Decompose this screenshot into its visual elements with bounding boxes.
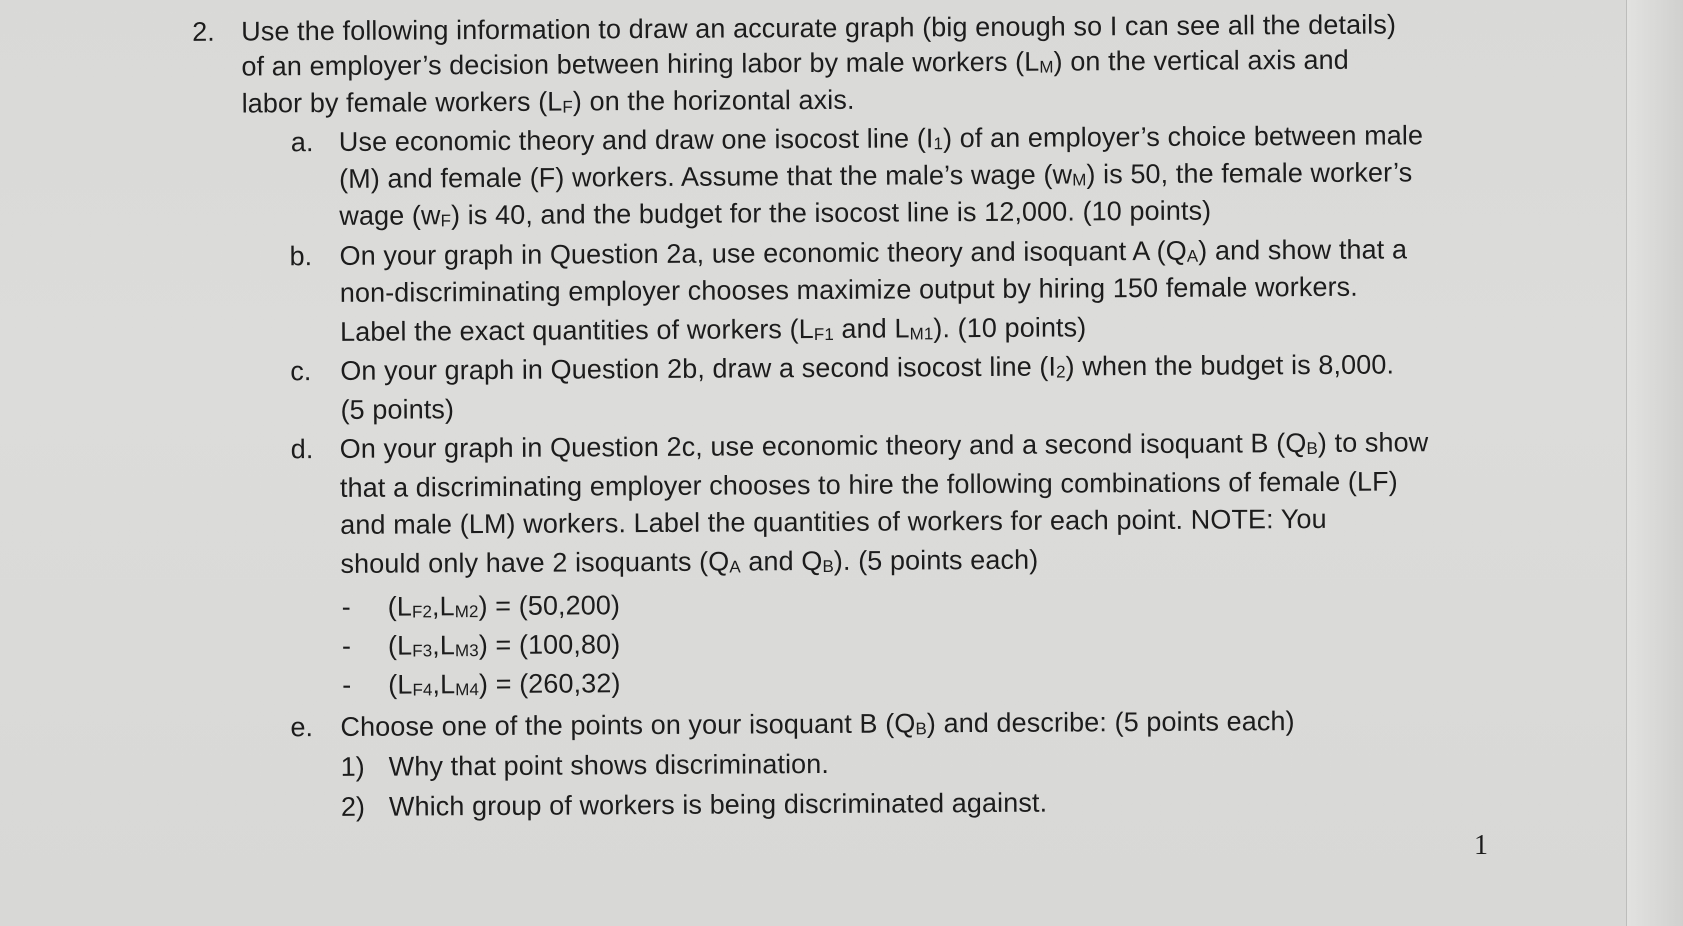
question-line: Use the following information to draw an accurate graph (big enough so I can see all the details) xyxy=(241,9,1397,47)
part-label: b. xyxy=(289,241,313,272)
part-line: (M) and female (F) workers. Assume that the male’s wage $(w_M)$ is 50, the female worker’s xyxy=(339,157,1413,194)
page-number: 1 xyxy=(1474,830,1488,861)
sub-item-marker: 2) xyxy=(340,791,366,822)
part-line: On your graph in Question 2b, draw a second isocost line $(I_2)$ when the budget is 8,000. xyxy=(340,349,1395,386)
part-line: wage $(w_F)$ is 40, and the budget for the isocost line is 12,000. (10 points) xyxy=(339,195,1212,231)
part-line: should only have 2 isoquants ($Q_A$ and $Q_B$). (5 points each) xyxy=(340,544,1039,579)
sub-item-marker: 1) xyxy=(340,751,365,782)
part-line: Label the exact quantities of workers ($L_{F1}$ and $L_{M1}$). (10 points) xyxy=(339,312,1087,347)
question-number: 2. xyxy=(192,16,215,47)
part-line: Use economic theory and draw one isocost line $(I_1)$ of an employer’s choice between male xyxy=(338,120,1424,157)
question-line: labor by female workers $(L_F)$ on the horizontal axis. xyxy=(241,84,855,119)
question-line: of an employer’s decision between hiring labor by male workers $(L_M)$ on the vertical axis and xyxy=(241,44,1349,82)
bullet-marker: - xyxy=(342,669,352,700)
part-line: On your graph in Question 2a, use economic theory and isoquant A $(Q_A)$ and show that a xyxy=(339,234,1408,271)
part-label: d. xyxy=(290,434,314,465)
part-label: e. xyxy=(290,712,314,743)
sub-item: Why that point shows discrimination. xyxy=(388,748,830,782)
part-label: c. xyxy=(290,356,312,387)
bullet-point: $(L_{F2},L_{M2}) = (50,200)$ xyxy=(387,590,621,622)
part-line: Choose one of the points on your isoquant B $(Q_B)$ and describe: (5 points each) xyxy=(340,706,1295,742)
part-label: a. xyxy=(290,127,314,158)
bullet-marker: - xyxy=(341,591,351,622)
bullet-point: $(L_{F4},L_{M4}) = (260,32)$ xyxy=(388,668,621,700)
part-line: On your graph in Question 2c, use economic theory and a second isoquant B $(Q_B)$ to show xyxy=(339,427,1429,464)
page-edge xyxy=(1626,0,1683,926)
part-line: (5 points) xyxy=(340,394,455,425)
part-line: that a discriminating employer chooses to hire the following combinations of female (LF) xyxy=(339,466,1398,503)
sub-item: Which group of workers is being discriminated against. xyxy=(388,787,1048,822)
bullet-marker: - xyxy=(341,630,352,661)
part-line: and male (LM) workers. Label the quantities of workers for each point. NOTE: You xyxy=(340,503,1327,540)
bullet-point: $(L_{F3},L_{M3}) = (100,80)$ xyxy=(387,629,621,661)
part-line: non-discriminating employer chooses maximize output by hiring 150 female workers. xyxy=(339,271,1358,308)
